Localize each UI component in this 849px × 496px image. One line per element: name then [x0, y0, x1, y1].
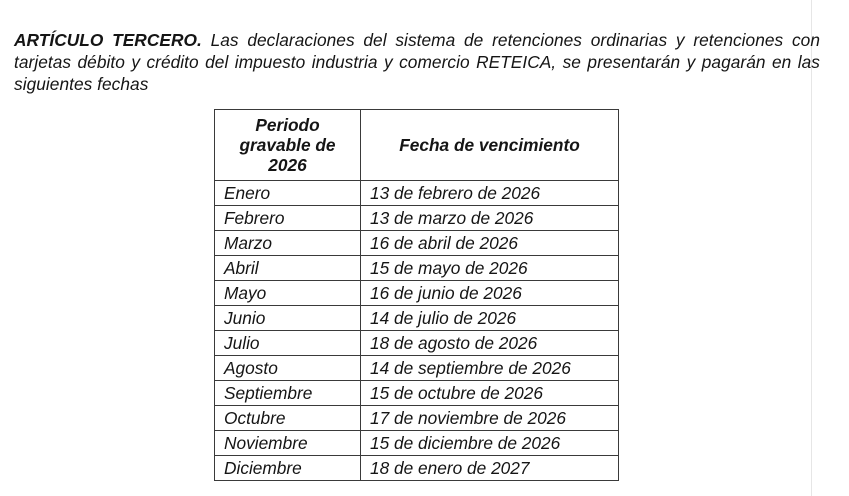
table-row — [215, 356, 619, 381]
table-row — [215, 256, 619, 281]
period-cell: Septiembre — [215, 381, 361, 406]
due-date-cell: 18 de agosto de 2026 — [361, 331, 619, 356]
due-date-cell: 18 de enero de 2027 — [361, 456, 619, 481]
table-row — [215, 331, 619, 356]
due-dates-table — [214, 109, 619, 481]
table-row — [215, 306, 619, 331]
header-period: Periodo gravable de 2026 — [215, 110, 361, 181]
due-date-cell: 16 de abril de 2026 — [361, 231, 619, 256]
table-row — [215, 231, 619, 256]
due-date-cell: 15 de octubre de 2026 — [361, 381, 619, 406]
period-cell: Mayo — [215, 281, 361, 306]
period-cell: Diciembre — [215, 456, 361, 481]
table-row — [215, 181, 619, 206]
article-text: Las declaraciones del sistema de retenciones ordinarias y retenciones con tarjetas débito y crédito del impuesto industria y comercio RETEICA, se presentarán y pagarán en las siguientes fechas — [14, 30, 821, 95]
header-due-date: Fecha de vencimiento — [361, 110, 619, 181]
period-cell: Abril — [215, 256, 361, 281]
article-heading: ARTÍCULO TERCERO. — [14, 30, 202, 51]
table-row — [215, 456, 619, 481]
period-cell: Noviembre — [215, 431, 361, 456]
due-date-cell: 14 de julio de 2026 — [361, 306, 619, 331]
due-date-cell: 13 de febrero de 2026 — [361, 181, 619, 206]
table-body — [215, 181, 619, 481]
article-paragraph — [14, 29, 820, 95]
table-header-row — [215, 110, 619, 181]
table-row — [215, 281, 619, 306]
table-row — [215, 206, 619, 231]
due-date-cell: 13 de marzo de 2026 — [361, 206, 619, 231]
due-date-cell: 15 de mayo de 2026 — [361, 256, 619, 281]
period-cell: Marzo — [215, 231, 361, 256]
due-date-cell: 15 de diciembre de 2026 — [361, 431, 619, 456]
due-date-cell: 14 de septiembre de 2026 — [361, 356, 619, 381]
due-date-cell: 17 de noviembre de 2026 — [361, 406, 619, 431]
period-cell: Octubre — [215, 406, 361, 431]
period-cell: Junio — [215, 306, 361, 331]
table-row — [215, 431, 619, 456]
period-cell: Febrero — [215, 206, 361, 231]
period-cell: Enero — [215, 181, 361, 206]
period-cell: Agosto — [215, 356, 361, 381]
table-row — [215, 406, 619, 431]
table-row — [215, 381, 619, 406]
period-cell: Julio — [215, 331, 361, 356]
due-date-cell: 16 de junio de 2026 — [361, 281, 619, 306]
